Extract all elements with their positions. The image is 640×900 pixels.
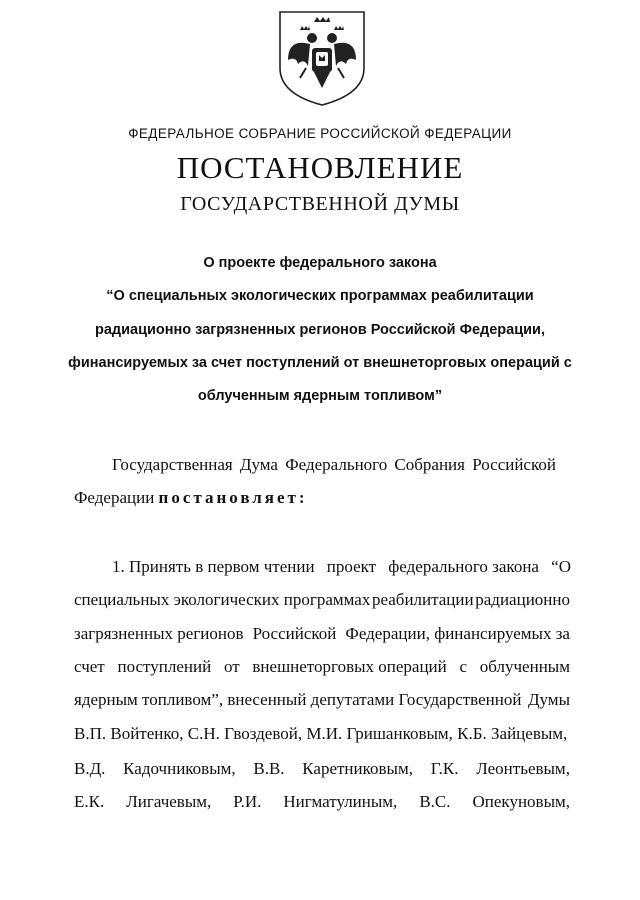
text-segment: поступлений [117,657,212,676]
text-segment: Кадочниковым, [123,759,236,778]
text-segment: Нигматулиным, [283,792,398,811]
clause-line [74,590,570,610]
text-segment: ядерным топливом”, внесенный депутатами Государственной [74,690,522,709]
preamble-line [112,455,556,475]
text-segment: Леонтьевым, [476,759,570,778]
text-segment: загрязненных регионов [74,624,244,643]
text-segment: В.С. [419,792,451,811]
document-subtitle: ГОСУДАРСТВЕННОЙ ДУМЫ [180,193,460,215]
text-segment: радиационно [475,590,570,609]
text-word: Федерального [285,455,388,474]
clause-line [74,690,570,710]
subject-line: О проекте федерального закона [203,255,437,271]
document-title: ПОСТАНОВЛЕНИЕ [176,150,464,185]
text-segment: В.Д. [74,759,106,778]
text-segment: Каретниковым, [302,759,413,778]
text-word: Дума [239,455,278,474]
text-segment: Лигачевым, [126,792,212,811]
clause-line [112,557,571,577]
text-segment: с [459,657,468,676]
clause-line [74,759,570,779]
subject-line: финансируемых за счет поступлений от внешнеторговых операций с [68,355,572,371]
assembly-heading: ФЕДЕРАЛЬНОЕ СОБРАНИЕ РОССИЙСКОЙ ФЕДЕРАЦИИ [128,126,512,141]
resolution-verb: постановляет: [158,488,308,507]
subject-line: “О специальных экологических программах реабилитации [106,288,534,304]
text-segment: облученным [479,657,570,676]
clause-line [74,657,570,677]
clause-line [74,792,570,812]
text-segment: “О [551,557,571,576]
text-segment: внешнеторговых операций [252,657,447,676]
subject-line: радиационно загрязненных регионов Российской Федерации, [94,322,545,338]
text-word: Федерации [74,488,155,507]
text-segment: счет [74,657,105,676]
text-segment: специальных экологических программах [74,590,371,609]
text-segment: Думы [527,690,570,709]
clause-line [74,624,570,644]
preamble-line [74,488,570,508]
text-segment: 1. Принять в первом чтении [112,557,315,576]
state-emblem-icon [274,8,370,108]
subject-line: облученным ядерным топливом” [197,388,443,404]
text-segment: Российской [252,624,337,643]
text-segment: Е.К. [74,792,105,811]
text-word: Государственная [112,455,233,474]
text-segment: Г.К. [430,759,459,778]
text-segment: реабилитации [372,590,474,609]
text-segment: проект [326,557,377,576]
text-segment: от [223,657,240,676]
text-segment: федерального закона [388,557,539,576]
text-segment: Опекуновым, [472,792,570,811]
text-word: Собрания [394,455,465,474]
text-segment: Р.И. [233,792,262,811]
text-segment: Федерации, финансируемых за [345,624,570,643]
clause-line [74,724,570,744]
text-segment: В.П. Войтенко, С.Н. Гвоздевой, М.И. Гришанковым, К.Б. Зайцевым, [74,724,568,743]
text-word: Российской [472,455,556,474]
text-segment: В.В. [253,759,285,778]
